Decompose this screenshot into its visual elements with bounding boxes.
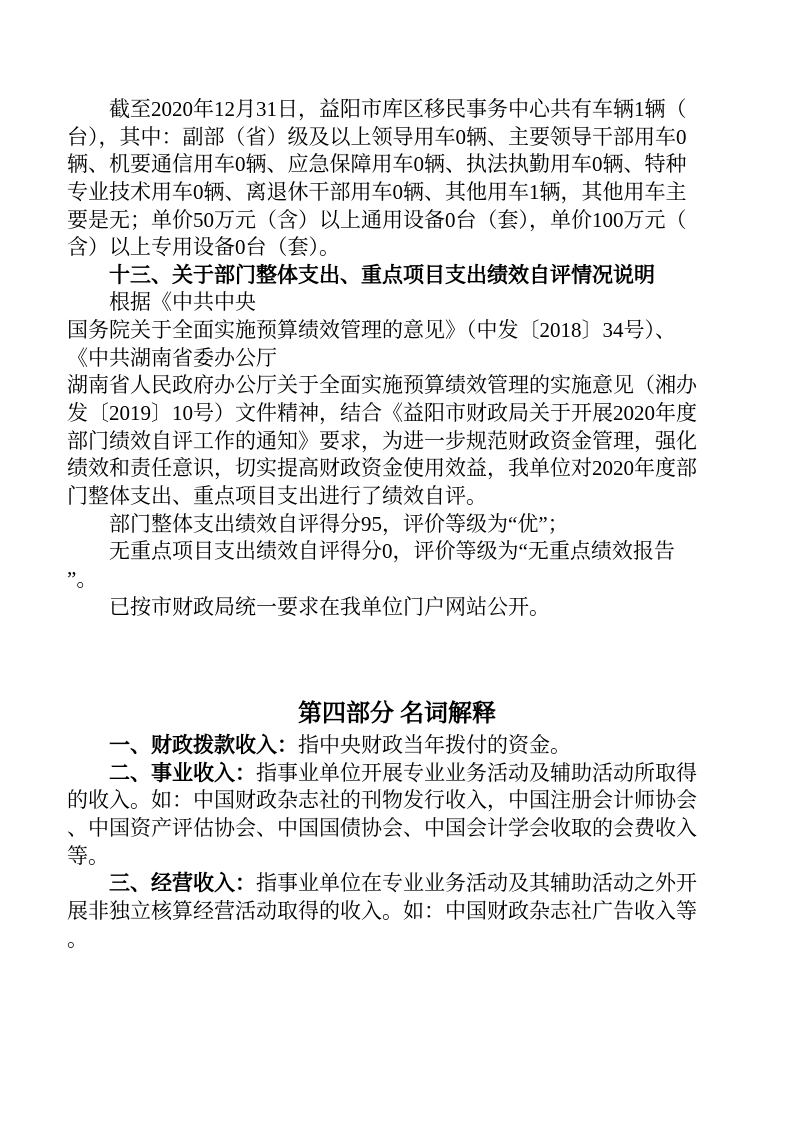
key-project-paragraph — [67, 538, 727, 593]
policy-basis-line: 湖南省人民政府办公厅关于全面实施预算绩效管理的实施意见（湘办 — [67, 373, 697, 398]
vehicles-line: 含）以上专用设备0台（套）。 — [67, 235, 340, 260]
policy-basis-line: 门整体支出、重点项目支出进行了绩效自评。 — [67, 483, 487, 508]
term-text: 指事业单位在专业业务活动及其辅助活动之外开 — [256, 871, 697, 896]
section-gap — [67, 621, 727, 696]
policy-basis-line: 根据《中共中央 — [109, 290, 256, 315]
term-line — [67, 870, 727, 898]
term-line: 等。 — [67, 843, 109, 868]
policy-basis-line: 部门绩效自评工作的通知》要求，为进一步规范财政资金管理，强化 — [67, 428, 697, 453]
vehicles-line: 要是无；单价50万元（含）以上通用设备0台（套），单价100万元（ — [67, 207, 687, 232]
term-line: 的收入。如：中国财政杂志社的刊物发行收入，中国注册会计师协会 — [67, 788, 697, 813]
document-content — [67, 96, 727, 953]
policy-basis-paragraph — [67, 289, 727, 510]
key-project-quote-close-line: ”。 — [67, 566, 98, 591]
term-text: 指中央财政当年拨付的资金。 — [298, 733, 571, 758]
policy-basis-line: 绩效和责任意识，切实提高财政资金使用效益，我单位对2020年度部 — [67, 456, 697, 481]
part4-title: 第四部分 名词解释 — [298, 701, 496, 728]
term-fiscal-appropriation-income — [67, 732, 727, 760]
term-line: 展非独立核算经营活动取得的收入。如：中国财政杂志社广告收入等 — [67, 899, 697, 924]
term-line — [67, 760, 727, 788]
vehicles-paragraph — [67, 96, 727, 262]
term-line: 。 — [67, 926, 88, 951]
policy-basis-line: 《中共湖南省委办公厅 — [67, 345, 277, 370]
key-project-line: 无重点项目支出绩效自评得分0，评价等级为“无重点绩效报告 — [109, 539, 675, 564]
vehicles-line: 截至2020年12月31日，益阳市库区移民事务中心共有车辆1辆（ — [109, 97, 687, 121]
policy-basis-line: 发〔2019〕10号）文件精神，结合《益阳市财政局关于开展2020年度 — [67, 401, 697, 426]
term-business-income — [67, 760, 727, 871]
term-operating-income — [67, 870, 727, 953]
term-label: 一、财政拨款收入： — [109, 733, 298, 758]
vehicles-line: 台），其中：副部（省）级及以上领导用车0辆、主要领导干部用车0 — [67, 124, 687, 149]
overall-score-line: 部门整体支出绩效自评得分95，评价等级为“优”； — [109, 511, 569, 536]
term-line: 、中国资产评估协会、中国国债协会、中国会计学会收取的会费收入 — [67, 816, 697, 841]
vehicles-line: 专业技术用车0辆、离退休干部用车0辆、其他用车1辆，其他用车主 — [67, 179, 687, 204]
term-line — [67, 732, 727, 760]
term-label: 三、经营收入： — [109, 871, 256, 896]
term-label: 二、事业收入： — [109, 760, 256, 785]
disclosure-line: 已按市财政局统一要求在我单位门户网站公开。 — [109, 594, 550, 619]
policy-basis-line: 国务院关于全面实施预算绩效管理的意见》（中发〔2018〕34号）、 — [67, 318, 676, 343]
vehicles-line: 辆、机要通信用车0辆、应急保障用车0辆、执法执勤用车0辆、特种 — [67, 152, 687, 177]
section-13-heading: 十三、关于部门整体支出、重点项目支出绩效自评情况说明 — [109, 262, 655, 287]
term-text: 指事业单位开展专业业务活动及辅助活动所取得 — [256, 760, 697, 785]
